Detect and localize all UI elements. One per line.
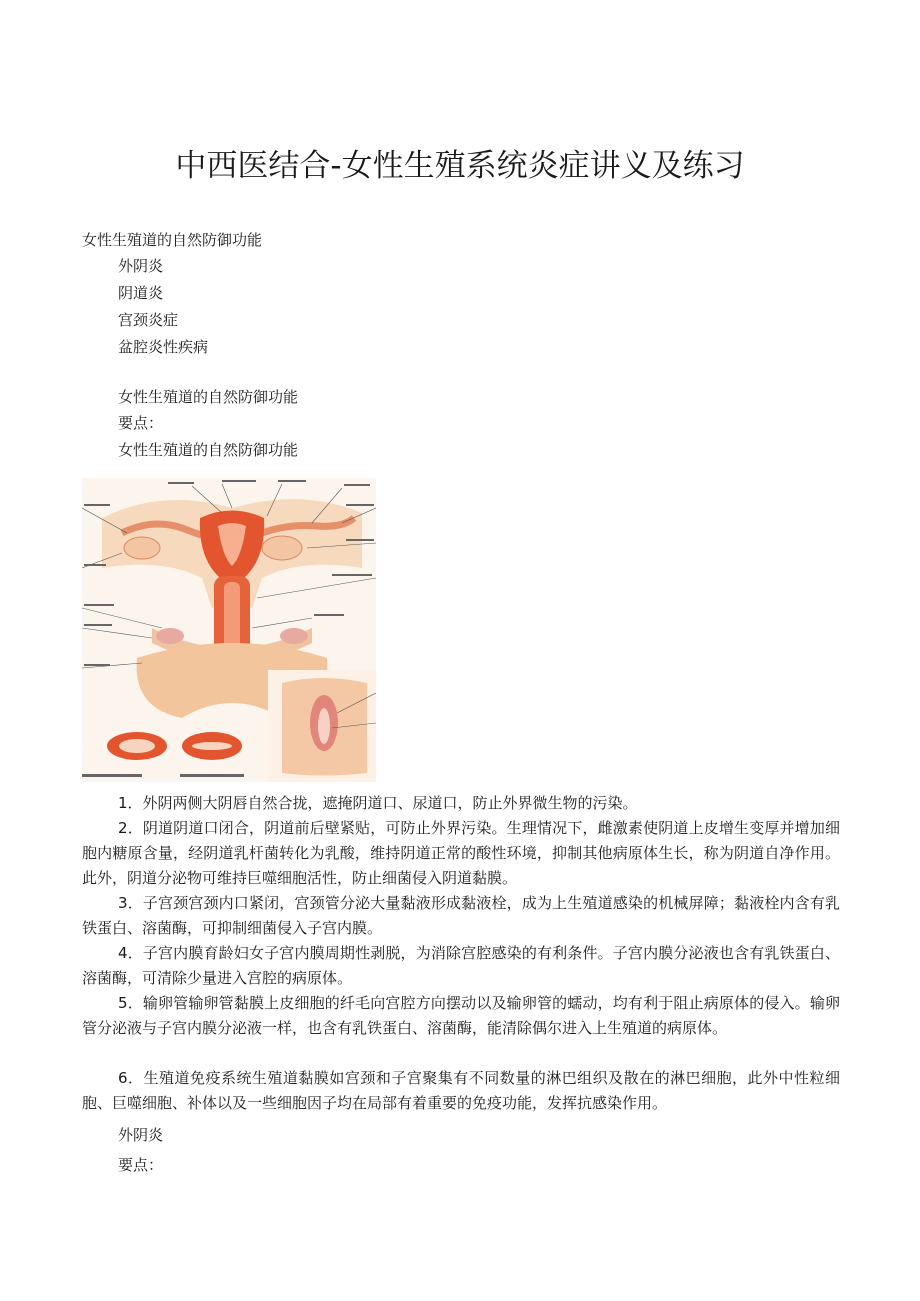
female-reproductive-anatomy-image [82,478,376,782]
paragraph-5: 5．输卵管输卵管黏膜上皮细胞的纤毛向宫腔方向摆动以及输卵管的蠕动，均有利于阻止病原体的侵入。输卵管分泌液与子宫内膜分泌液一样，也含有乳铁蛋白、溶菌酶，能清除偶尔进入上生殖道的病原体。 [82,994,840,1037]
toc-item-pid: 盆腔炎性疾病 [118,338,209,356]
toc-item-vulvitis: 外阴炎 [118,257,164,275]
paragraph-6: 6．生殖道免疫系统生殖道黏膜如宫颈和子宫聚集有不同数量的淋巴组织及散在的淋巴细胞，此外中性粒细胞、巨噬细胞、补体以及一些细胞因子均在局部有着重要的免疫功能，发挥抗感染作用。 [82,1069,840,1112]
toc-heading: 女性生殖道的自然防御功能 [82,231,263,249]
toc-item-vaginitis: 阴道炎 [118,284,164,302]
toc-item-cervicitis: 宫颈炎症 [118,311,179,329]
paragraph-3: 3．子宫颈宫颈内口紧闭，宫颈管分泌大量黏液形成黏液栓，成为上生殖道感染的机械屏障；黏液栓内含有乳铁蛋白、溶菌酶，可抑制细菌侵入子宫内膜。 [82,894,840,937]
paragraph-2: 2．阴道阴道口闭合，阴道前后壁紧贴，可防止外界污染。生理情况下，雌激素使阴道上皮增生变厚并增加细胞内糖原含量，经阴道乳杆菌转化为乳酸，维持阴道正常的酸性环境，抑制其他病原体生长，称为阴道自净作用。此外，阴道分泌物可维持巨噬细胞活性，防止细菌侵入阴道黏膜。 [82,819,840,887]
section-heading-vulvitis: 外阴炎 [118,1126,164,1144]
paragraph-1: 1．外阴两侧大阴唇自然合拢，遮掩阴道口、尿道口，防止外界微生物的污染。 [118,794,638,812]
section-subheading: 女性生殖道的自然防御功能 [118,441,299,459]
anatomy-illustration [82,478,376,782]
document-title: 中西医结合-女性生殖系统炎症讲义及练习 [175,148,745,184]
paragraph-4: 4．子宫内膜育龄妇女子宫内膜周期性剥脱，为消除宫腔感染的有利条件。子宫内膜分泌液也含有乳铁蛋白、溶菌酶，可清除少量进入宫腔的病原体。 [82,944,840,987]
key-points-label-vulvitis: 要点： [118,1156,164,1174]
section-heading: 女性生殖道的自然防御功能 [118,388,299,406]
key-points-label: 要点： [118,414,164,432]
